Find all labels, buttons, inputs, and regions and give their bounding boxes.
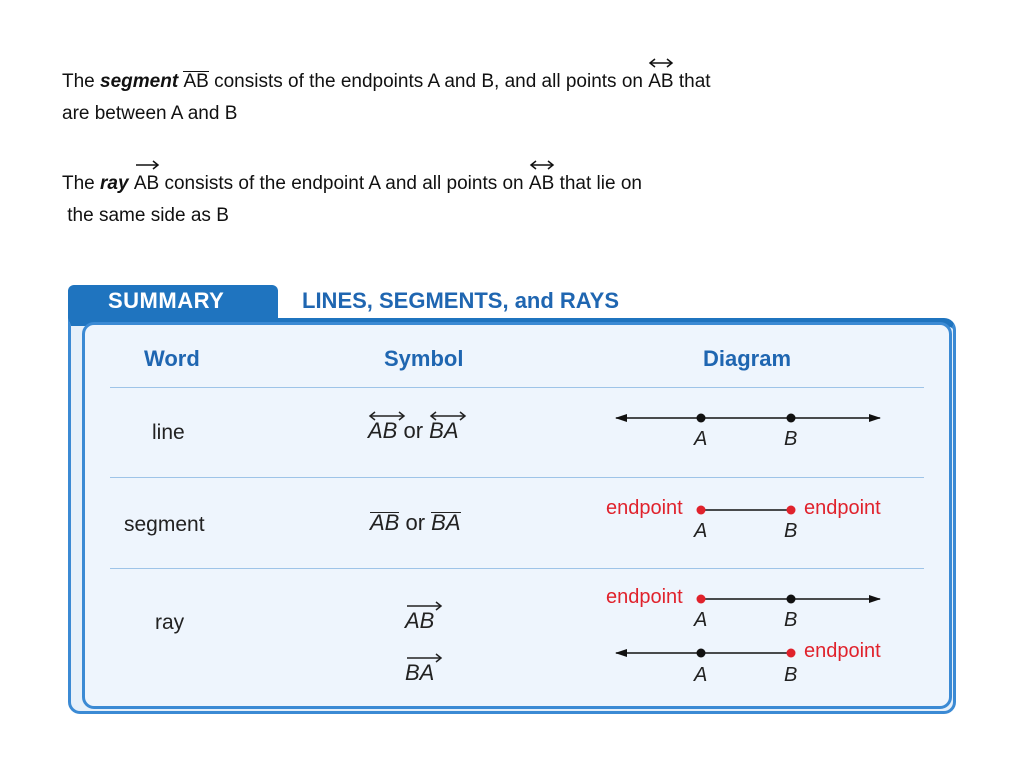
endpoint-b bbox=[787, 649, 796, 658]
summary-title: LINES, SEGMENTS, and RAYS bbox=[302, 288, 620, 313]
label-a: A bbox=[694, 520, 708, 542]
word-ray: ray bbox=[155, 611, 185, 634]
segment-symbol: AB bbox=[183, 71, 209, 92]
summary-tab-label: SUMMARY bbox=[108, 288, 225, 313]
ray-symbol-text: AB bbox=[133, 173, 160, 194]
endpoint-label: endpoint bbox=[606, 586, 683, 608]
endpoint-label-left: endpoint bbox=[606, 497, 683, 519]
line-ba-text: BA bbox=[429, 418, 459, 443]
ray-term: ray bbox=[100, 173, 129, 194]
segment-term: segment bbox=[100, 71, 179, 92]
segment-text-a: consists of the endpoints A and B, and all points on bbox=[214, 71, 643, 92]
segment-prefix: The bbox=[62, 71, 95, 92]
point-b bbox=[787, 595, 796, 604]
segment-ba: BA bbox=[431, 510, 461, 535]
label-a: A bbox=[694, 609, 708, 631]
label-b: B bbox=[784, 664, 798, 686]
endpoint-label: endpoint bbox=[804, 640, 881, 662]
segment-text-b: that bbox=[678, 71, 711, 92]
or-text: or bbox=[405, 510, 426, 535]
label-b: B bbox=[784, 609, 798, 631]
segment-line2: are between A and B bbox=[62, 103, 238, 124]
endpoint-a bbox=[697, 595, 706, 604]
point-a bbox=[697, 414, 706, 423]
ray-prefix: The bbox=[62, 173, 95, 194]
ray-line-symbol-text: AB bbox=[528, 173, 555, 194]
header-diagram: Diagram bbox=[703, 346, 792, 371]
label-a: A bbox=[694, 664, 708, 686]
ray-ab-text: AB bbox=[405, 608, 435, 633]
point-a bbox=[697, 649, 706, 658]
point-b bbox=[787, 414, 796, 423]
or-text: or bbox=[403, 418, 424, 443]
header-word: Word bbox=[144, 346, 200, 371]
label-b: B bbox=[784, 428, 798, 450]
ray-ba-text: BA bbox=[405, 660, 435, 685]
line-symbol-text: AB bbox=[648, 71, 674, 92]
header-symbol: Symbol bbox=[384, 346, 464, 371]
endpoint-b bbox=[787, 506, 796, 515]
word-segment: segment bbox=[124, 513, 205, 536]
label-b: B bbox=[784, 520, 798, 542]
ray-line2: the same side as B bbox=[67, 205, 229, 226]
ray-text-a: consists of the endpoint A and all points on bbox=[164, 173, 524, 194]
line-ab-text: AB bbox=[368, 418, 398, 443]
ray-text-b: that lie on bbox=[559, 173, 642, 194]
label-a: A bbox=[694, 428, 708, 450]
segment-ab: AB bbox=[370, 510, 400, 535]
endpoint-label-right: endpoint bbox=[804, 497, 881, 519]
word-line: line bbox=[152, 421, 185, 444]
endpoint-a bbox=[697, 506, 706, 515]
